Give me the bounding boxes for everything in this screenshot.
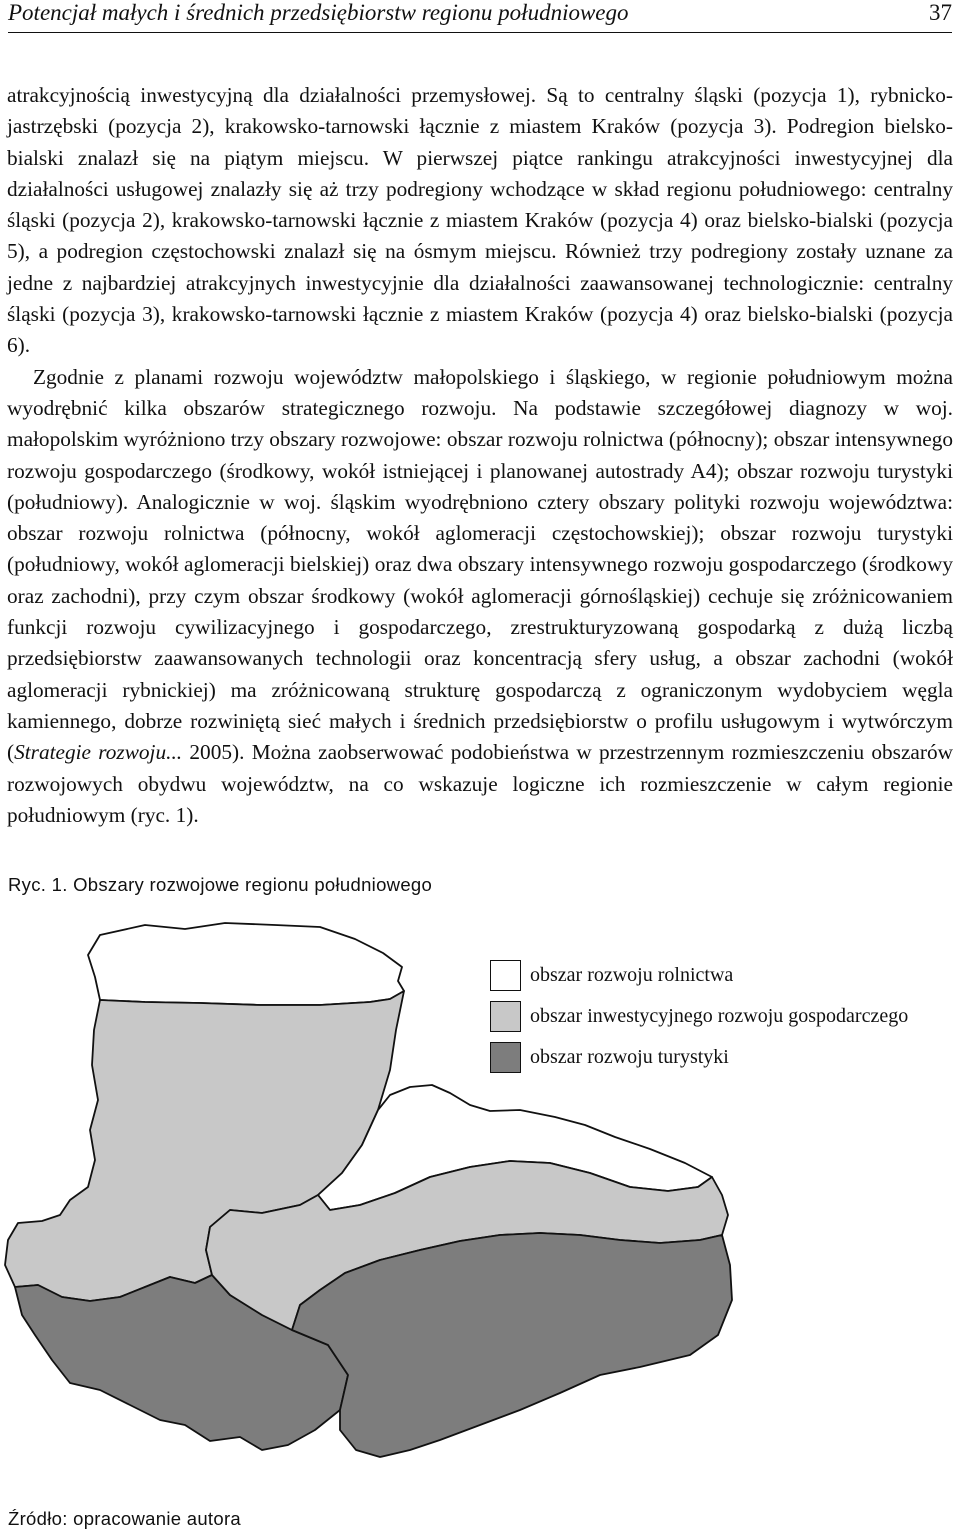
legend-swatch-tourism xyxy=(490,1042,521,1073)
body-text xyxy=(7,80,953,831)
legend-item-agriculture xyxy=(490,955,908,995)
figure-caption: Ryc. 1. Obszary rozwojowe regionu południowego xyxy=(8,874,433,895)
paragraph-1: atrakcyjnością inwestycyjną dla działalności przemysłowej. Są to centralny śląski (pozycja 1), rybnicko-jastrzębski (pozycja 2), krakowsko-tarnowski łącznie z miastem Kraków (pozycja 3). Podregion bielsko-bialski znalazł się na piątym miejscu. W pierwszej piątce rankingu atrakcyjności inwestycyjnej dla działalności usługowej znalazły się aż trzy podregiony wchodzące w skład regionu południowego: centralny śląski (pozycja 2), krakowsko-tarnowski łącznie z miastem Kraków (pozycja 4) oraz bielsko-bialski (pozycja 5), a podregion częstochowski znalazł się na ósmym miejscu. Również trzy podregiony zostały uznane za jedne z najbardziej atrakcyjnych inwestycyjnie dla działalności zaawansowanej technologicznie: centralny śląski (pozycja 3), krakowsko-tarnowski łącznie z miastem Kraków (pozycja 4) oraz bielsko-bialski (pozycja 6). xyxy=(7,83,953,358)
map-legend xyxy=(490,955,908,1078)
paragraph-2 xyxy=(7,362,953,831)
area-agriculture-silesia xyxy=(88,923,404,1005)
legend-label-agriculture: obszar rozwoju rolnictwa xyxy=(530,963,734,986)
legend-label-tourism: obszar rozwoju turystyki xyxy=(530,1045,729,1068)
legend-swatch-economic xyxy=(490,1001,521,1032)
legend-swatch-agriculture xyxy=(490,960,521,991)
running-header xyxy=(8,0,952,33)
citation-title: Strategie rozwoju... xyxy=(14,740,183,765)
legend-item-tourism xyxy=(490,1037,908,1077)
paragraph-2-text-a: Zgodnie z planami rozwoju województw małopolskiego i śląskiego, w regionie południowym można wyodrębnić kilka obszarów strategicznego rozwoju. Na podstawie szczegółowej diagnozy w woj. małopolskim wyróżniono trzy obszary rozwojowe: obszar rozwoju rolnictwa (północny); obszar intensywnego rozwoju gospodarczego (środkowy, wokół istniejącej i planowanej autostrady A4); obszar rozwoju turystyki (południowy). Analogicznie w woj. śląskim wyodrębniono cztery obszary polityki rozwoju województwa: obszar rozwoju rolnictwa (północny, wokół aglomeracji częstochowskiej); obszar rozwoju turystyki (południowy, wokół aglomeracji bielskiej) oraz dwa obszary intensywnego rozwoju gospodarczego (środkowy oraz zachodni), przy czym obszar środkowy (wokół aglomeracji górnośląskiej) cechuje się zróżnicowaniem funkcji rozwoju cywilizacyjnego i gospodarczego, zrestrukturyzowaną gospodarką z dużą liczbą przedsiębiorstw zaawansowanych technologii oraz koncentracją sfery usług, a obszar zachodni (wokół aglomeracji rybnickiej) ma zróżnicowaną strukturę gospodarczą z ograniczonym wydobyciem węgla kamiennego, dobrze rozwiniętą sieć małych i średnich przedsiębiorstw o profilu usługowym i wytwórczym ( xyxy=(7,364,953,765)
legend-label-economic: obszar inwestycyjnego rozwoju gospodarczego xyxy=(530,1004,909,1027)
legend-item-economic xyxy=(490,996,908,1036)
running-header-title: Potencjał małych i średnich przedsiębiorstw regionu południowego xyxy=(8,0,629,25)
paragraph-2-text-b: 2005). Można zaobserwować podobieństwa w przestrzennym rozmieszczeniu obszarów rozwojowych obydwu województw, na co wskazuje logiczne ich rozmieszczenie w całym regionie południowym (ryc. 1). xyxy=(7,740,953,827)
figure-source: Źródło: opracowanie autora xyxy=(8,1508,242,1529)
page-number: 37 xyxy=(929,0,952,25)
